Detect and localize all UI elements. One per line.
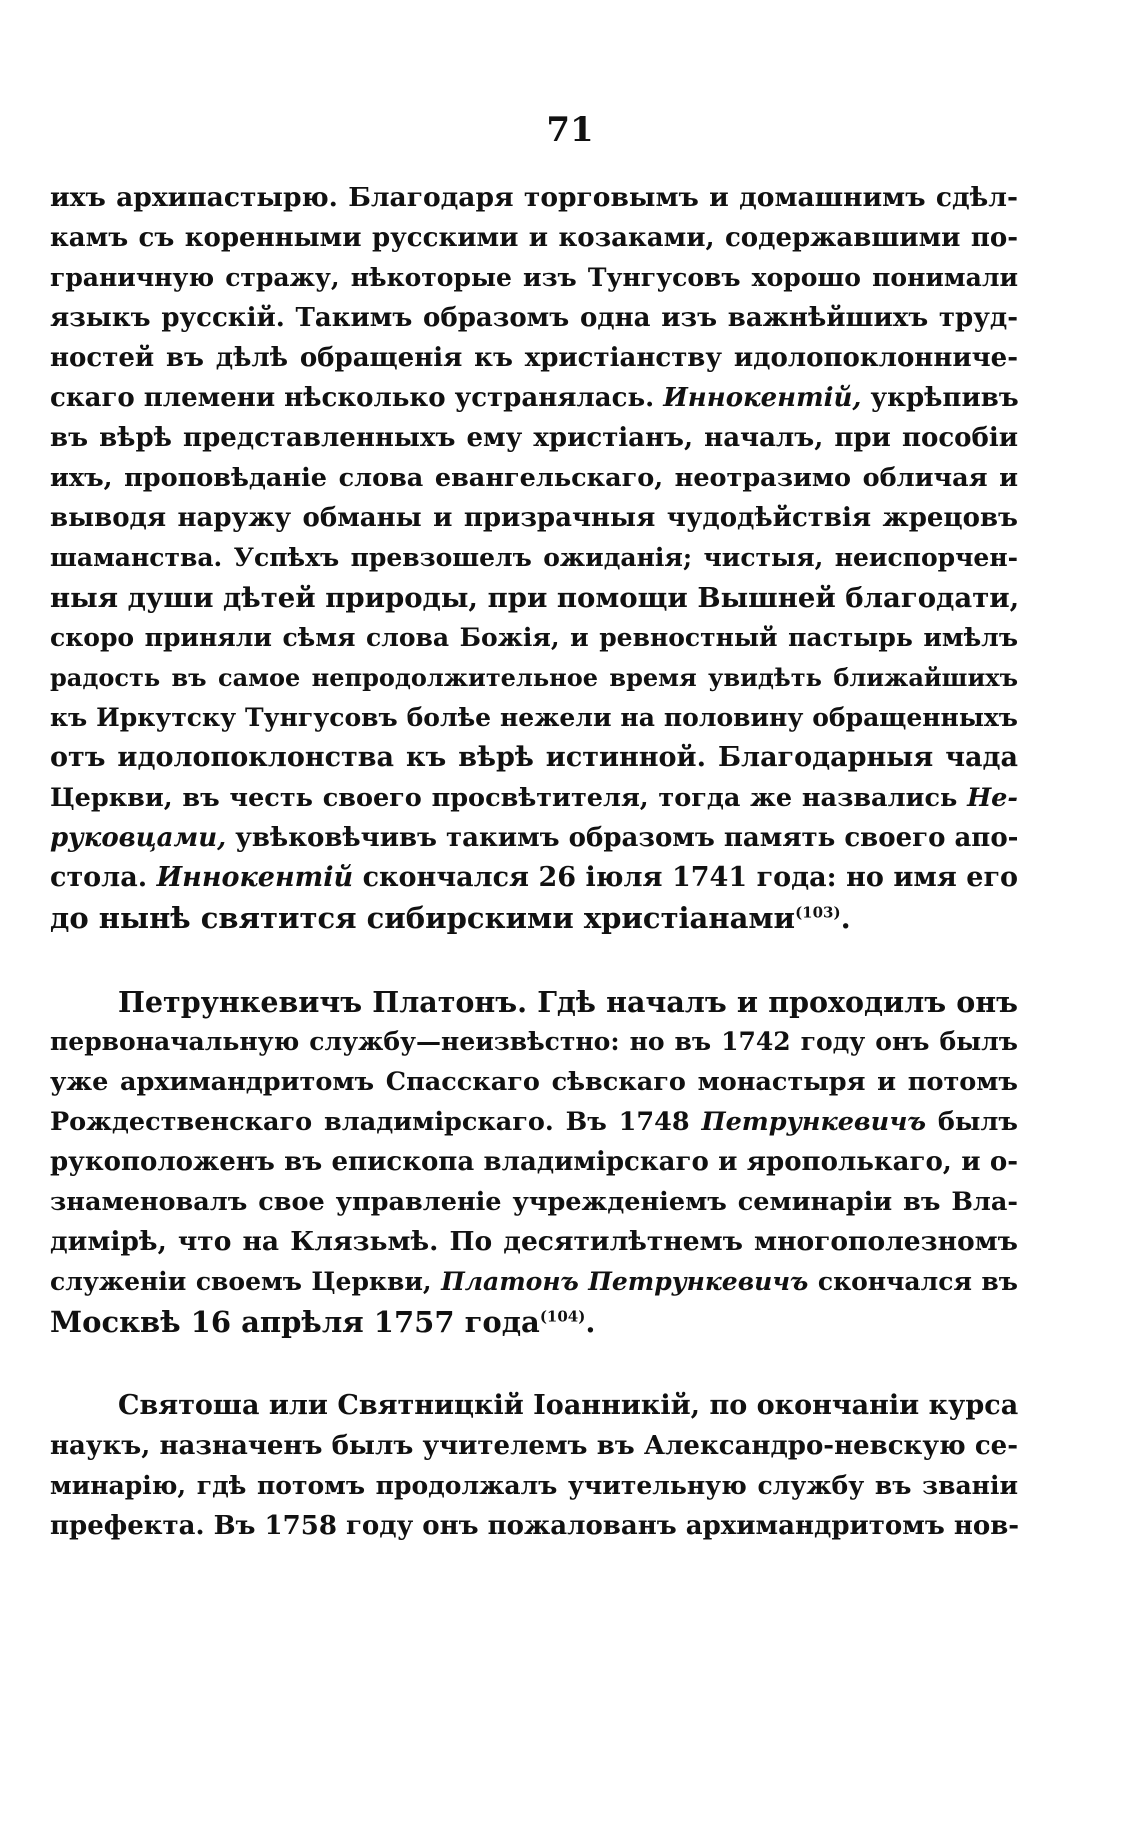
text-line: первоначальную службу—неизвѣстно: но въ 1742 году онъ былъ xyxy=(50,1027,1018,1056)
text-fragment: Москвѣ 16 апрѣля 1757 года xyxy=(50,1305,540,1339)
punctuation: . xyxy=(585,1305,596,1339)
paragraph-ioannikiy xyxy=(50,1386,1018,1546)
text-line xyxy=(50,818,1018,858)
italic-term: руковцами, xyxy=(50,823,227,853)
text-line: выводя наружу обманы и призрачныя чудодѣйствія жрецовъ xyxy=(50,503,1018,533)
text-line: ныя души дѣтей природы, при помощи Вышней благодати, xyxy=(50,582,1020,614)
person-name: Петрункевичъ xyxy=(701,1107,926,1137)
paragraph-innokentiy xyxy=(50,178,1018,938)
paragraph-gap xyxy=(50,938,1018,982)
text-line: языкъ русскій. Такимъ образомъ одна изъ важнѣйшихъ труд- xyxy=(50,303,1018,333)
paragraph-gap xyxy=(50,1342,1018,1386)
text-line xyxy=(50,858,1018,898)
footnote-ref: (103) xyxy=(795,903,841,922)
text-line: камъ съ коренными русскими и козаками, содержавшими по- xyxy=(50,223,1018,253)
text-line: къ Иркутску Тунгусовъ болѣе нежели на половину обращенныхъ xyxy=(50,703,1018,732)
person-name: Иннокентій xyxy=(156,862,354,893)
text-line: рукоположенъ въ епископа владимірскаго и ярополькаго, и о- xyxy=(50,1147,1018,1177)
text-fragment: укрѣпивъ xyxy=(870,383,1019,413)
text-line: ностей въ дѣлѣ обращенія къ христіанству идолопоклонниче- xyxy=(50,343,1018,373)
text-line: префекта. Въ 1758 году онъ пожалованъ архимандритомъ нов- xyxy=(50,1511,1020,1541)
text-fragment: по окончаніи курса xyxy=(709,1390,1019,1421)
text-line xyxy=(50,1262,1018,1302)
text-line: въ вѣрѣ представленныхъ ему христіанъ, началъ, при пособіи xyxy=(50,423,1018,453)
text-line: знаменовалъ свое управленіе учрежденіемъ семинаріи въ Вла- xyxy=(50,1187,1018,1217)
page-number: 71 xyxy=(546,110,594,150)
text-fragment: скаго племени нѣсколько устранялась. xyxy=(50,383,655,413)
text-fragment: Гдѣ началъ и проходилъ онъ xyxy=(537,985,1018,1019)
paragraph-petrunkevich xyxy=(50,982,1018,1342)
text-line: уже архимандритомъ Спасскаго сѣвскаго монастыря и потомъ xyxy=(50,1067,1018,1097)
text-line: ихъ, проповѣданіе слова евангельскаго, неотразимо обличая и xyxy=(50,463,1018,493)
text-line: димірѣ, что на Клязьмѣ. По десятилѣтнемъ многополезномъ xyxy=(50,1226,1018,1257)
text-fragment: служеніи своемъ Церкви, xyxy=(50,1267,432,1296)
text-line xyxy=(50,778,1018,818)
italic-term: Не- xyxy=(967,783,1018,813)
footnote-ref: (104) xyxy=(539,1307,586,1326)
person-name: Иннокентій, xyxy=(663,383,862,413)
text-fragment: скончался 26 іюля 1741 года: но имя его xyxy=(362,862,1019,893)
text-line xyxy=(50,1386,1018,1426)
text-line: наукъ, назначенъ былъ учителемъ въ Александро-невскую се- xyxy=(50,1431,1018,1461)
text-fragment: до нынѣ святится сибирскими христіанами xyxy=(50,901,796,935)
text-line xyxy=(50,898,1018,938)
text-line: ихъ архипастырю. Благодаря торговымъ и домашнимъ сдѣл- xyxy=(50,182,1018,213)
text-line xyxy=(50,1102,1018,1142)
text-line xyxy=(50,1302,1018,1342)
text-fragment: Рождественскаго владимірскаго. Въ 1748 xyxy=(50,1107,690,1137)
text-line: радость въ самое непродолжительное время увидѣть ближайшихъ xyxy=(50,663,1018,692)
text-line: скоро приняли сѣмя слова Божія, и ревностный пастырь имѣлъ xyxy=(50,623,1018,652)
text-fragment: увѣковѣчивъ такимъ образомъ память своего апо- xyxy=(235,823,1019,853)
text-line xyxy=(50,378,1018,418)
text-line xyxy=(50,982,1018,1022)
body-text xyxy=(50,178,1018,1546)
person-name: Платонъ Петрункевичъ xyxy=(441,1267,809,1296)
text-fragment: стола. xyxy=(50,862,148,893)
text-line: шаманства. Успѣхъ превзошелъ ожиданія; чистыя, неиспорчен- xyxy=(50,543,1018,572)
text-fragment: Церкви, въ честь своего просвѣтителя, тогда же назвались xyxy=(50,783,958,813)
entry-heading: Святоша или Святницкій Іоанникій, xyxy=(118,1390,701,1421)
text-fragment: былъ xyxy=(937,1107,1018,1137)
text-line: отъ идолопоклонства къ вѣрѣ истинной. Благодарныя чада xyxy=(50,742,1018,773)
punctuation: . xyxy=(840,901,851,935)
text-fragment: скончался въ xyxy=(817,1267,1018,1296)
text-line: минарію, гдѣ потомъ продолжалъ учительную службу въ званіи xyxy=(50,1471,1018,1500)
entry-heading: Петрункевичъ Платонъ. xyxy=(118,985,528,1019)
text-line: граничную стражу, нѣкоторые изъ Тунгусовъ хорошо понимали xyxy=(50,263,1018,292)
